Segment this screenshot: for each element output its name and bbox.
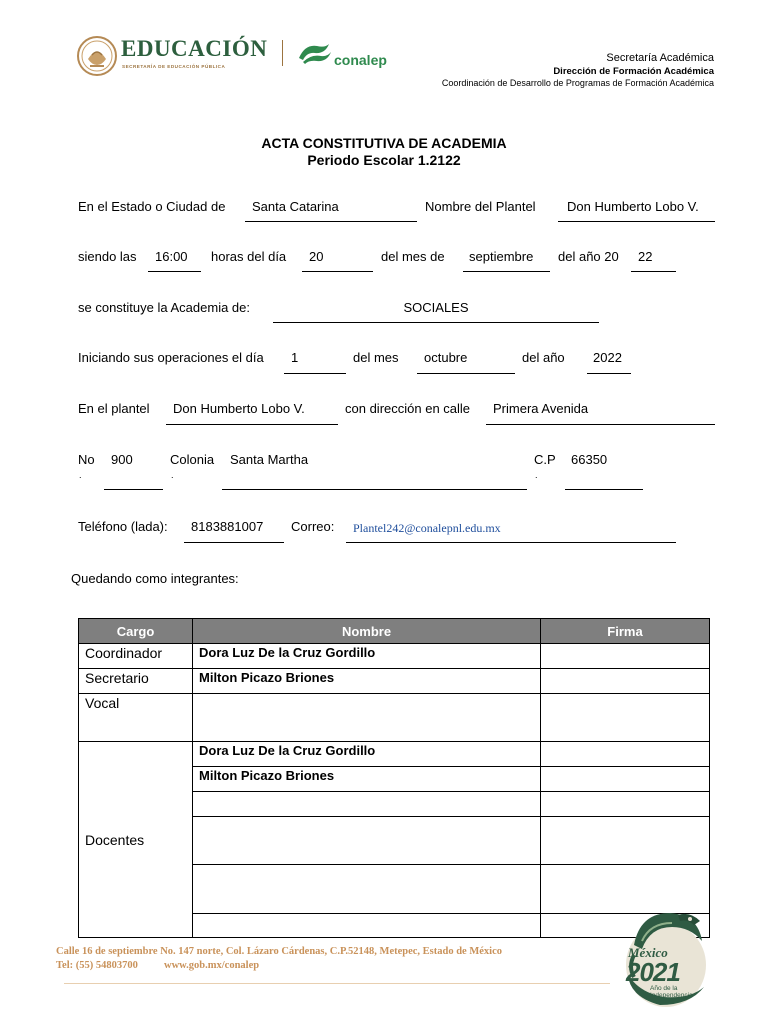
integrantes-label: Quedando como integrantes: xyxy=(71,571,239,586)
document-subtitle: Periodo Escolar 1.2122 xyxy=(307,152,461,168)
educacion-logo-text: EDUCACIÓN xyxy=(121,36,268,61)
nombre-vocal xyxy=(193,694,541,742)
document-title: ACTA CONSTITUTIVA DE ACADEMIA xyxy=(261,135,507,151)
mes-label: del mes de xyxy=(381,249,445,264)
nombre-docente xyxy=(193,817,541,865)
cp-dot: . xyxy=(535,470,538,480)
colonia-dot: . xyxy=(171,470,174,480)
header-cargo: Cargo xyxy=(79,619,193,644)
header-direccion: Dirección de Formación Académica xyxy=(553,66,714,77)
cp-underline xyxy=(565,489,643,490)
correo-link[interactable]: Plantel242@conalepnl.edu.mx xyxy=(353,521,501,535)
nombre-docente xyxy=(193,792,541,817)
siendo-label: siendo las xyxy=(78,249,137,264)
seal-sub-text: Año de la Independencia xyxy=(650,985,693,999)
nombre-docente: Dora Luz De la Cruz Gordillo xyxy=(193,742,541,767)
header-secretaria: Secretaría Académica xyxy=(606,52,714,64)
inicio-dia-value: 1 xyxy=(291,350,299,365)
no-label: No xyxy=(78,452,95,467)
correo-underline xyxy=(346,542,676,543)
calle-value: Primera Avenida xyxy=(493,401,589,416)
no-underline xyxy=(104,489,163,490)
correo-label: Correo: xyxy=(291,519,335,534)
footer-address: Calle 16 de septiembre No. 147 norte, Col. Lázaro Cárdenas, C.P.52148, Metepec, Estado de México xyxy=(56,946,502,957)
dia-underline xyxy=(302,271,373,272)
plantel-value: Don Humberto Lobo V. xyxy=(567,199,699,214)
sep-logo-subtext: SECRETARÍA DE EDUCACIÓN PÚBLICA xyxy=(122,64,226,69)
firma-docente xyxy=(541,767,710,792)
inicio-anio-value: 2022 xyxy=(593,350,622,365)
footer-web[interactable]: www.gob.mx/conalep xyxy=(164,960,260,971)
cargo-vocal: Vocal xyxy=(79,694,193,742)
academia-underline xyxy=(273,322,599,323)
inicio-anio-underline xyxy=(587,373,631,374)
anio-label: del año 20 xyxy=(558,249,619,264)
hora-underline xyxy=(148,271,201,272)
table-row xyxy=(79,644,710,669)
mexico-2021-seal xyxy=(620,905,710,1009)
cargo-secretario: Secretario xyxy=(79,669,193,694)
conalep-logo-text: conalep xyxy=(334,52,387,68)
telefono-value: 8183881007 xyxy=(191,519,264,534)
calle-underline xyxy=(486,424,715,425)
firma-docente xyxy=(541,742,710,767)
logo-divider xyxy=(282,40,283,66)
table-header-row xyxy=(79,619,710,644)
seal-year-text: 2021 xyxy=(626,957,680,987)
estado-value: Santa Catarina xyxy=(252,199,339,214)
hora-value: 16:00 xyxy=(155,249,188,264)
en-plantel-value: Don Humberto Lobo V. xyxy=(173,401,305,416)
en-plantel-underline xyxy=(166,424,338,425)
conalep-logo-icon xyxy=(295,40,335,66)
no-dot: . xyxy=(79,470,82,480)
nombre-docente xyxy=(193,914,541,938)
estado-label: En el Estado o Ciudad de xyxy=(78,199,226,214)
footer-tel: Tel: (55) 54803700 xyxy=(56,960,138,971)
plantel-label: Nombre del Plantel xyxy=(425,199,536,214)
mexico-coat-of-arms-logo xyxy=(76,35,118,77)
inicio-mes-value: octubre xyxy=(424,350,468,365)
telefono-label: Teléfono (lada): xyxy=(78,519,168,534)
cp-value: 66350 xyxy=(571,452,608,467)
table-row xyxy=(79,669,710,694)
inicio-mes-label: del mes xyxy=(353,350,399,365)
inicio-label: Iniciando sus operaciones el día xyxy=(78,350,264,365)
firma-docente xyxy=(541,792,710,817)
plantel-underline xyxy=(558,221,715,222)
header-coordinacion: Coordinación de Desarrollo de Programas de Formación Académica xyxy=(441,78,714,88)
no-value: 900 xyxy=(111,452,133,467)
firma-vocal xyxy=(541,694,710,742)
colonia-value: Santa Martha xyxy=(230,452,309,467)
cp-label: C.P xyxy=(534,452,556,467)
inicio-anio-label: del año xyxy=(522,350,565,365)
header-firma: Firma xyxy=(541,619,710,644)
en-plantel-label: En el plantel xyxy=(78,401,150,416)
dia-value: 20 xyxy=(309,249,324,264)
nombre-secretario: Milton Picazo Briones xyxy=(193,669,541,694)
academia-label: se constituye la Academia de: xyxy=(78,300,250,315)
table-row xyxy=(79,742,710,767)
firma-secretario xyxy=(541,669,710,694)
nombre-coordinador: Dora Luz De la Cruz Gordillo xyxy=(193,644,541,669)
calle-label: con dirección en calle xyxy=(345,401,471,416)
integrantes-table xyxy=(78,618,710,938)
firma-coordinador xyxy=(541,644,710,669)
footer-divider xyxy=(64,983,610,984)
mes-value: septiembre xyxy=(469,249,534,264)
mes-underline xyxy=(463,271,550,272)
table-row xyxy=(79,694,710,742)
telefono-underline xyxy=(184,542,284,543)
header-nombre: Nombre xyxy=(193,619,541,644)
nombre-docente xyxy=(193,865,541,914)
horas-label: horas del día xyxy=(211,249,287,264)
firma-docente xyxy=(541,817,710,865)
seal-mexico-text: México xyxy=(628,945,668,960)
cargo-coordinador: Coordinador xyxy=(79,644,193,669)
colonia-label: Colonia xyxy=(170,452,215,467)
academia-value: SOCIALES xyxy=(403,300,469,315)
anio-value: 22 xyxy=(638,249,653,264)
inicio-mes-underline xyxy=(417,373,515,374)
estado-underline xyxy=(245,221,417,222)
inicio-dia-underline xyxy=(284,373,346,374)
cargo-docentes: Docentes xyxy=(79,742,193,938)
anio-underline xyxy=(631,271,676,272)
nombre-docente: Milton Picazo Briones xyxy=(193,767,541,792)
colonia-underline xyxy=(222,489,527,490)
